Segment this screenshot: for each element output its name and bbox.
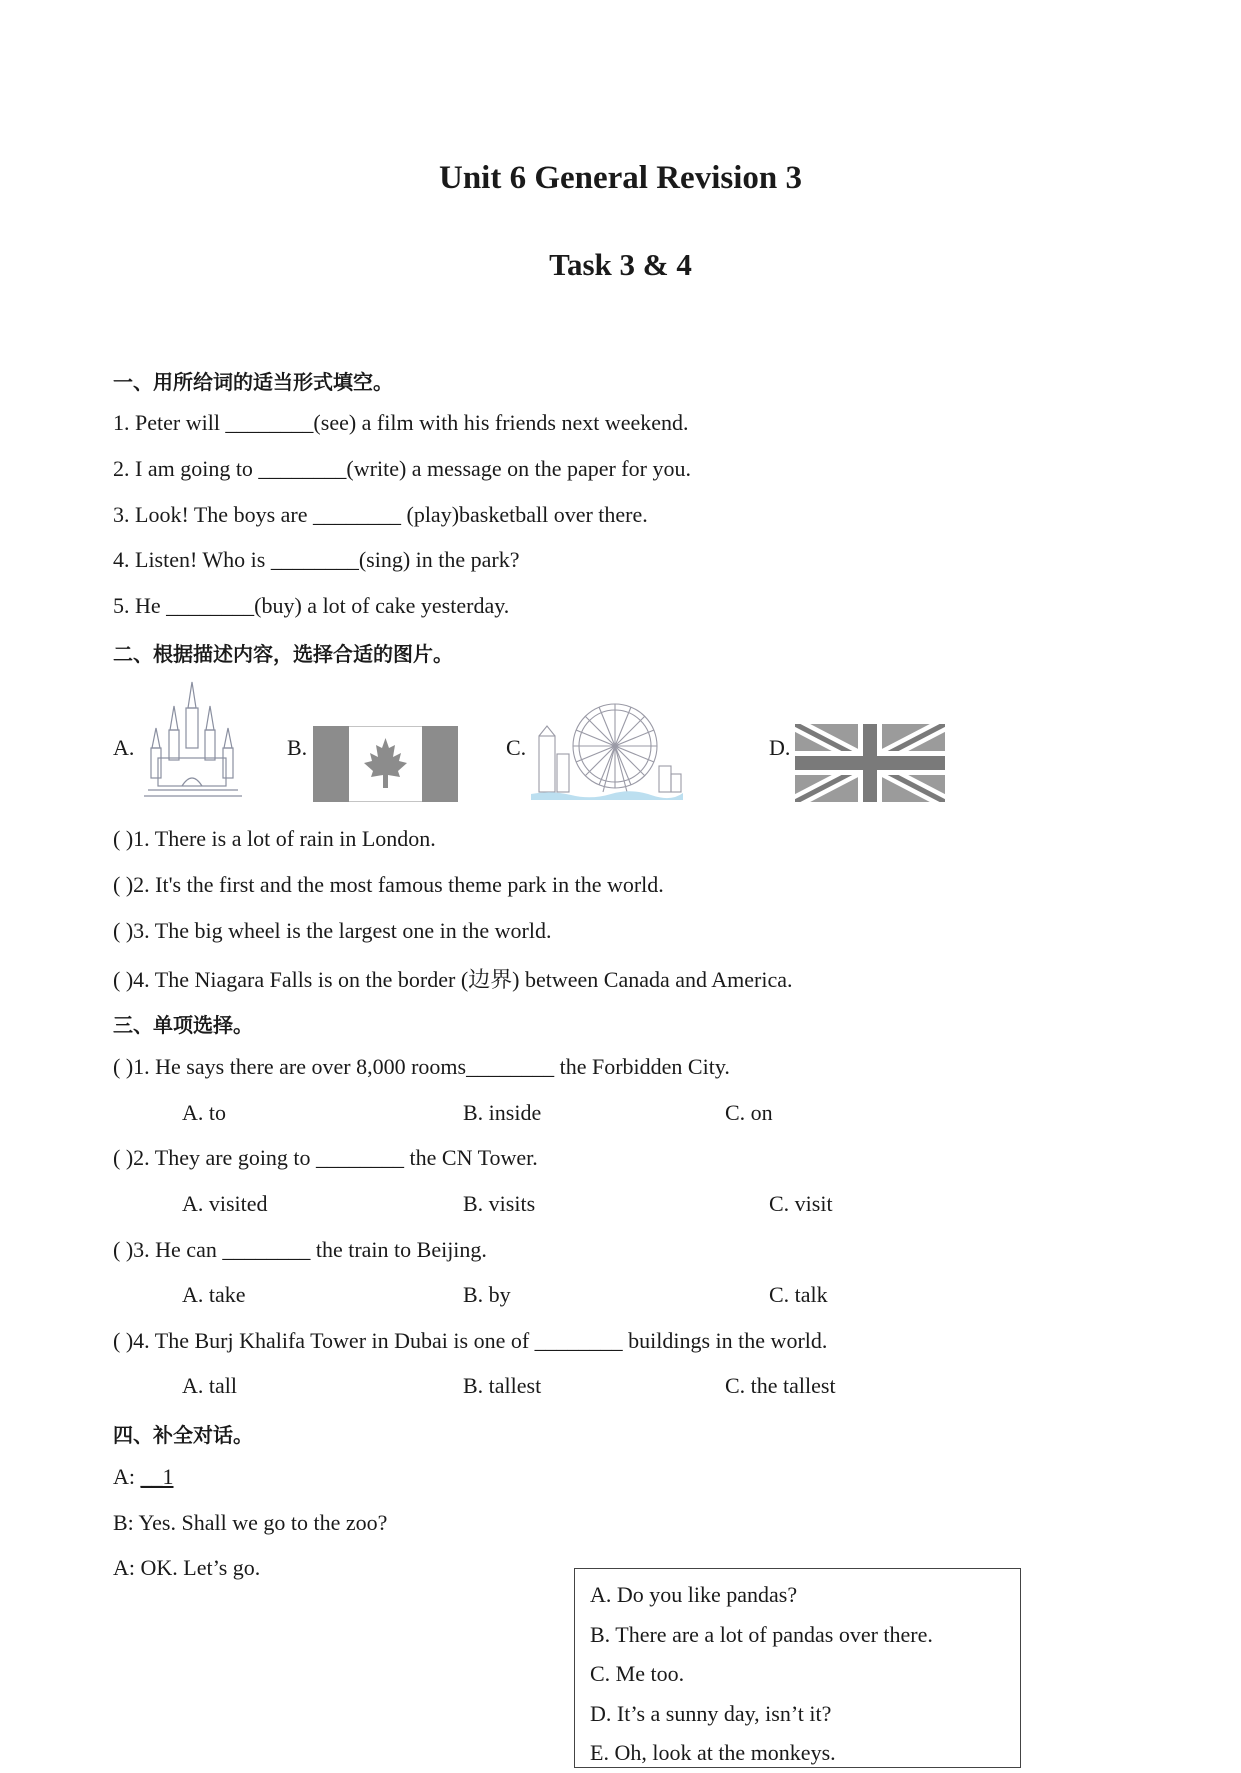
section3-heading: 三、单项选择。 bbox=[113, 1013, 253, 1037]
mc-option: C. visit bbox=[769, 1191, 833, 1216]
london-eye-icon bbox=[531, 700, 683, 802]
image-label-d: D. bbox=[769, 735, 791, 760]
mc-option: A. take bbox=[182, 1282, 246, 1307]
mc-option: C. the tallest bbox=[725, 1373, 836, 1398]
union-jack-icon bbox=[795, 724, 945, 802]
image-label-a: A. bbox=[113, 735, 135, 760]
choice-item: C. Me too. bbox=[590, 1661, 685, 1686]
choice-item: E. Oh, look at the monkeys. bbox=[590, 1740, 836, 1765]
match-item: ( )4. The Niagara Falls is on the border (边界) between Canada and America. bbox=[113, 967, 793, 992]
fill-blank-item: 3. Look! The boys are ________ (play)basketball over there. bbox=[113, 502, 648, 527]
mc-question: ( )4. The Burj Khalifa Tower in Dubai is one of ________ buildings in the world. bbox=[113, 1328, 828, 1353]
mc-option: C. talk bbox=[769, 1282, 828, 1307]
castle-icon bbox=[138, 678, 246, 802]
fill-blank-item: 5. He ________(buy) a lot of cake yesterday. bbox=[113, 593, 510, 618]
mc-option: B. tallest bbox=[463, 1373, 542, 1398]
image-label-b: B. bbox=[287, 735, 308, 760]
match-item: ( )2. It's the first and the most famous theme park in the world. bbox=[113, 872, 664, 897]
mc-option: A. to bbox=[182, 1100, 226, 1125]
page-title: Unit 6 General Revision 3 bbox=[439, 160, 802, 196]
mc-question: ( )1. He says there are over 8,000 rooms________ the Forbidden City. bbox=[113, 1054, 730, 1079]
mc-question: ( )2. They are going to ________ the CN Tower. bbox=[113, 1145, 538, 1170]
section4-heading: 四、补全对话。 bbox=[113, 1423, 253, 1447]
mc-option: A. visited bbox=[182, 1191, 268, 1216]
fill-blank-item: 2. I am going to ________(write) a message on the paper for you. bbox=[113, 456, 691, 481]
choice-item: D. It’s a sunny day, isn’t it? bbox=[590, 1700, 832, 1726]
mc-option: B. visits bbox=[463, 1191, 536, 1216]
mc-question: ( )3. He can ________ the train to Beijing. bbox=[113, 1237, 487, 1262]
fill-blank-item: 1. Peter will ________(see) a film with his friends next weekend. bbox=[113, 410, 689, 435]
choice-item: A. Do you like pandas? bbox=[590, 1582, 798, 1607]
canada-flag-icon bbox=[313, 726, 458, 802]
mc-option: B. inside bbox=[463, 1100, 542, 1125]
match-item: ( )1. There is a lot of rain in London. bbox=[113, 826, 436, 851]
dialogue-line-b1: B: Yes. Shall we go to the zoo? bbox=[113, 1510, 388, 1535]
mc-option: A. tall bbox=[182, 1373, 237, 1398]
choices-box bbox=[574, 1568, 1021, 1768]
match-item: ( )3. The big wheel is the largest one in the world. bbox=[113, 918, 552, 943]
dialogue-line-a2: A: OK. Let’s go. bbox=[113, 1555, 261, 1580]
image-label-c: C. bbox=[506, 735, 527, 760]
fill-blank-item: 4. Listen! Who is ________(sing) in the park? bbox=[113, 547, 520, 572]
section1-heading: 一、用所给词的适当形式填空。 bbox=[113, 370, 393, 394]
choice-item: B. There are a lot of pandas over there. bbox=[590, 1621, 933, 1647]
section2-heading: 二、根据描述内容，选择合适的图片。 bbox=[113, 642, 453, 666]
mc-option: B. by bbox=[463, 1282, 511, 1307]
dialogue-blank: __1 bbox=[140, 1464, 174, 1489]
dialogue-line-a1 bbox=[113, 1464, 174, 1490]
mc-option: C. on bbox=[725, 1100, 773, 1125]
dialogue-speaker: A: bbox=[113, 1464, 141, 1489]
page-subtitle: Task 3 & 4 bbox=[549, 247, 692, 282]
